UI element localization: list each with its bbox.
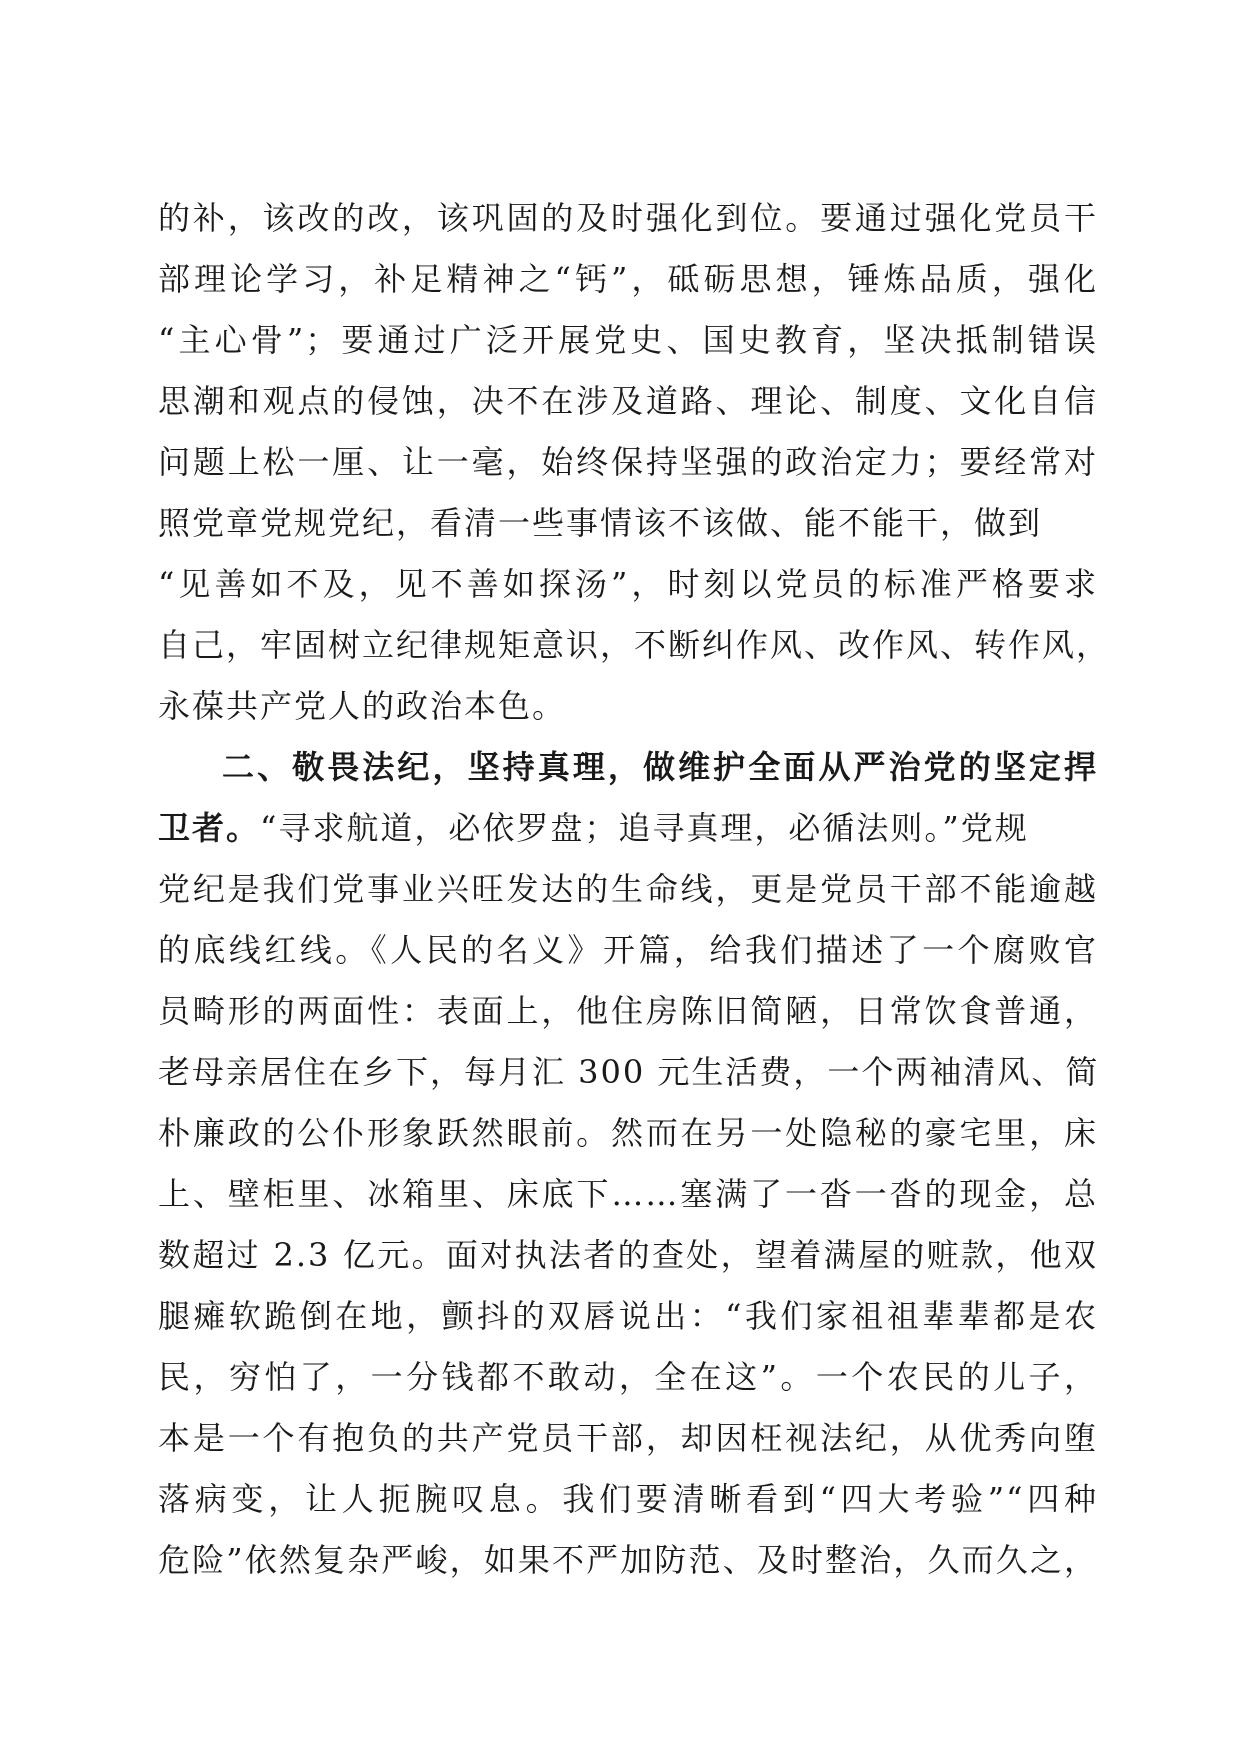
text-line: 落病变，让人扼腕叹息。我们要清晰看到“四大考验”“四种 — [158, 1480, 1098, 1518]
text-line: 部理论学习，补足精神之“钙”，砥砺思想，锤炼品质，强化 — [158, 260, 1098, 298]
text-line: 朴廉政的公仆形象跃然眼前。然而在另一处隐秘的豪宅里，床 — [158, 1114, 1098, 1152]
body-text — [158, 188, 1111, 1591]
text-line: 危险”依然复杂严峻，如果不严加防范、及时整治，久而久之， — [158, 1541, 1098, 1579]
text-line: 照党章党规党纪，看清一些事情该不该做、能不能干，做到 — [158, 504, 1043, 542]
text-line: 腿瘫软跪倒在地，颤抖的双唇说出：“我们家祖祖辈辈都是农 — [158, 1297, 1098, 1335]
text-line: 本是一个有抱负的共产党员干部，却因枉视法纪，从优秀向堕 — [158, 1419, 1098, 1457]
section-heading-end: 卫者。 — [158, 809, 261, 847]
text-line: 的底线红线。《人民的名义》开篇，给我们描述了一个腐败官 — [158, 931, 1098, 969]
text-line: 党纪是我们党事业兴旺发达的生命线，更是党员干部不能逾越 — [158, 870, 1098, 908]
text-line: 思潮和观点的侵蚀，决不在涉及道路、理论、制度、文化自信 — [158, 382, 1098, 420]
text-line: 的补，该改的改，该巩固的及时强化到位。要通过强化党员干 — [158, 199, 1098, 237]
text-line: 上、壁柜里、冰箱里、床底下……塞满了一沓一沓的现金，总 — [158, 1175, 1098, 1213]
text-line — [158, 798, 1098, 859]
text-line: 老母亲居住在乡下，每月汇 300 元生活费，一个两袖清风、简 — [158, 1053, 1100, 1091]
text-line: 问题上松一厘、让一毫，始终保持坚强的政治定力；要经常对 — [158, 443, 1098, 481]
text-line: 永葆共产党人的政治本色。 — [158, 687, 567, 725]
text-line: 自己，牢固树立纪律规矩意识，不断纠作风、改作风、转作风， — [158, 626, 1111, 664]
text-line: “见善如不及，见不善如探汤”，时刻以党员的标准严格要求 — [158, 565, 1098, 603]
text-line: “主心骨”；要通过广泛开展党史、国史教育，坚决抵制错误 — [158, 321, 1098, 359]
text-line: 数超过 2.3 亿元。面对执法者的查处，望着满屋的赃款，他双 — [158, 1236, 1098, 1274]
text-line: 民，穷怕了，一分钱都不敢动，全在这”。一个农民的儿子， — [158, 1358, 1098, 1396]
section-heading: 二、敬畏法纪，坚持真理，做维护全面从严治党的坚定捍 — [222, 748, 1098, 786]
text-line: 员畸形的两面性：表面上，他住房陈旧简陋，日常饮食普通， — [158, 992, 1098, 1030]
quote-text: “寻求航道，必依罗盘；追寻真理，必循法则。”党规 — [260, 809, 1029, 847]
